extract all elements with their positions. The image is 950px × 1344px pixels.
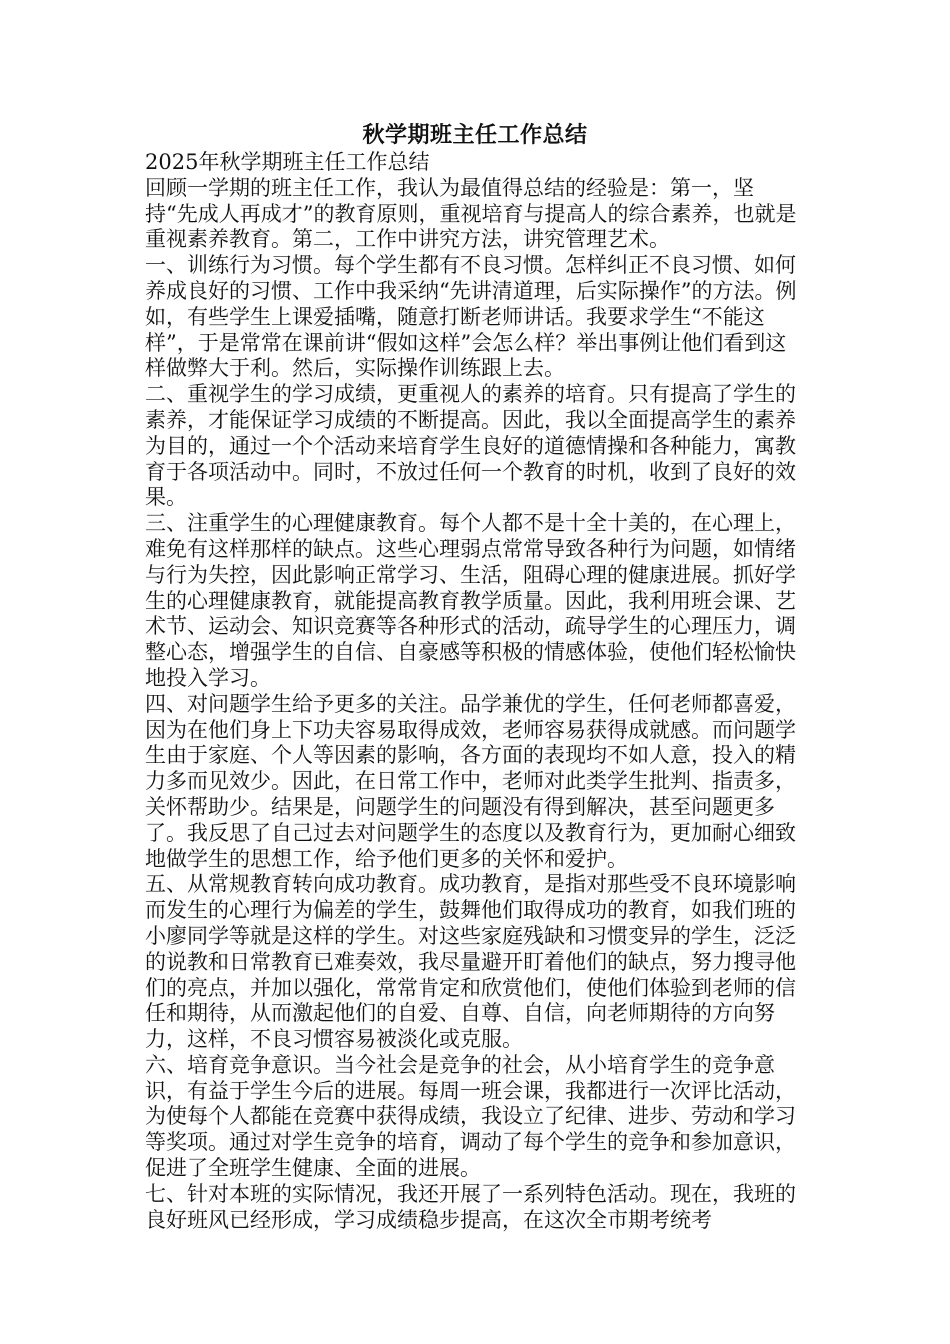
paragraph-6: 六、培育竞争意识。当今社会是竞争的社会，从小培育学生的竞争意识，有益于学生今后的进展。每周一班会课，我都进行一次评比活动，为使每个人都能在竞赛中获得成绩，我设立了纪律、进步、劳动和学习等奖项。通过对学生竞争的培育，调动了每个学生的竞争和参加意识，促进了全班学生健康、全面的进展。 — [145, 1052, 796, 1181]
document-subtitle: 2025年秋学期班主任工作总结 — [145, 150, 430, 174]
paragraph-intro: 回顾一学期的班主任工作，我认为最值得总结的经验是：第一，坚持“先成人再成才”的教育原则，重视培育与提高人的综合素养，也就是重视素养教育。第二，工作中讲究方法，讲究管理艺术。 — [145, 175, 797, 252]
document-title: 秋学期班主任工作总结 — [362, 123, 588, 148]
paragraph-7: 七、针对本班的实际情况，我还开展了一系列特色活动。现在，我班的良好班风已经形成，学习成绩稳步提高，在这次全市期考统考 — [145, 1181, 796, 1232]
paragraph-1: 一、训练行为习惯。每个学生都有不良习惯。怎样纠正不良习惯、如何养成良好的习惯、工作中我采纳“先讲清道理，后实际操作”的方法。例如，有些学生上课爱插嘴，随意打断老师讲话。我要求学生“不能这样”，于是常常在课前讲“假如这样”会怎么样？举出事例让他们看到这样做弊大于利。然后，实际操作训练跟上去。 — [145, 253, 797, 381]
paragraph-4: 四、对问题学生给予更多的关注。品学兼优的学生，任何老师都喜爱，因为在他们身上下功夫容易取得成效，老师容易获得成就感。而问题学生由于家庭、个人等因素的影响，各方面的表现均不如人意，投入的精力多而见效少。因此，在日常工作中，老师对此类学生批判、指责多，关怀帮助少。结果是，问题学生的问题没有得到解决，甚至问题更多了。我反思了自己过去对问题学生的态度以及教育行为，更加耐心细致地做学生的思想工作，给予他们更多的关怀和爱护。 — [145, 691, 796, 871]
paragraph-5: 五、从常规教育转向成功教育。成功教育，是指对那些受不良环境影响而发生的心理行为偏差的学生，鼓舞他们取得成功的教育，如我们班的小廖同学等就是这样的学生。对这些家庭残缺和习惯变异的学生，泛泛的说教和日常教育已难奏效，我尽量避开盯着他们的缺点，努力搜寻他们的亮点，并加以强化，常常肯定和欣赏他们，使他们体验到老师的信任和期待，从而激起他们的自爱、自尊、自信，向老师期待的方向努力，这样，不良习惯容易被淡化或克服。 — [145, 872, 796, 1052]
paragraph-3: 三、注重学生的心理健康教育。每个人都不是十全十美的，在心理上，难免有这样那样的缺点。这些心理弱点常常导致各种行为问题，如情绪与行为失控，因此影响正常学习、生活，阻碍心理的健康进展。抓好学生的心理健康教育，就能提高教育教学质量。因此，我利用班会课、艺术节、运动会、知识竞赛等各种形式的活动，疏导学生的心理压力，调整心态，增强学生的自信、自豪感等积极的情感体验，使他们轻松愉快地投入学习。 — [145, 511, 796, 690]
document-body — [145, 150, 805, 1233]
paragraph-2: 二、重视学生的学习成绩，更重视人的素养的培育。只有提高了学生的素养，才能保证学习成绩的不断提高。因此，我以全面提高学生的素养为目的，通过一个个活动来培育学生良好的道德情操和各种能力，寓教育于各项活动中。同时，不放过任何一个教育的时机，收到了良好的效果。 — [145, 382, 796, 510]
